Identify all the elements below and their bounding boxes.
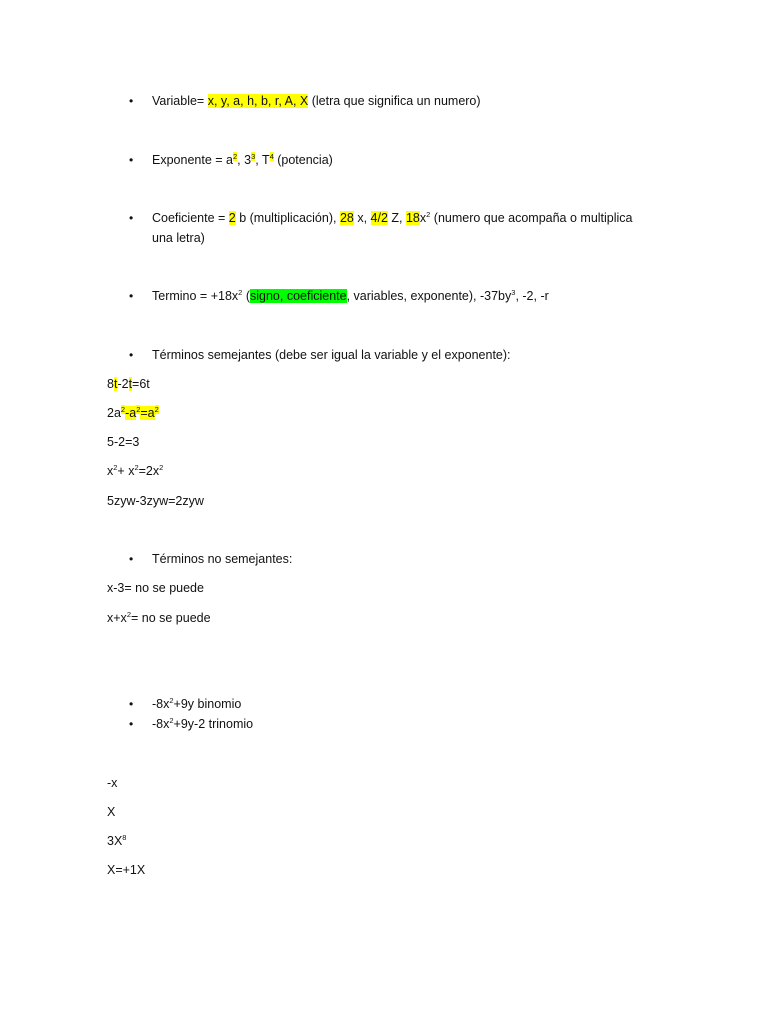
semejantes-example-1: 8t-2t=6t xyxy=(107,377,150,391)
final-line-2: X xyxy=(107,805,116,819)
bullet-icon: • xyxy=(129,717,134,731)
bullet-icon: • xyxy=(129,697,134,711)
exponente-definition: Exponente = $a^2$, $3^3$, $T^4$ (potencia) xyxy=(152,152,333,167)
highlight-variables: x, y, a, h, b, r, A, X xyxy=(207,94,309,108)
no-semejantes-example-2: $x+x^2=$ no se puede xyxy=(107,610,211,625)
bullet-icon: • xyxy=(129,211,134,225)
semejantes-example-3: 5-2=3 xyxy=(107,435,140,449)
bullet-icon: • xyxy=(129,94,134,108)
semejantes-example-2: $2a^2-a^2=a^2$ xyxy=(107,405,159,420)
semejantes-example-4: $x^2+ x^2=2x^2$ xyxy=(107,463,164,478)
semejantes-example-5: 5zyw-3zyw=2zyw xyxy=(107,494,204,508)
termino-definition: $Termino = +18x^2$ (signo, coeficiente, variables, exponente), $-37by^3$, -2, -r xyxy=(152,288,549,303)
highlight-signo-coeficiente: signo, coeficiente xyxy=(249,289,347,303)
bullet-icon: • xyxy=(129,289,134,303)
coeficiente-definition-cont: una letra) xyxy=(152,231,205,245)
bullet-icon: • xyxy=(129,552,134,566)
final-line-3: $3X^8$ xyxy=(107,833,127,848)
polinomio-trinomio: $-8x^2+9y-2$ trinomio xyxy=(152,716,254,731)
final-line-4: X=+1X xyxy=(107,863,146,877)
no-semejantes-heading: Términos no semejantes: xyxy=(152,552,293,566)
semejantes-heading: Términos semejantes (debe ser igual la variable y el exponente): xyxy=(152,348,511,362)
final-line-1: -x xyxy=(107,776,118,790)
variable-definition: Variable= x, y, a, h, b, r, A, X (letra que significa un numero) xyxy=(152,94,481,108)
no-semejantes-example-1: x-3= no se puede xyxy=(107,581,204,595)
bullet-icon: • xyxy=(129,348,134,362)
coeficiente-definition: Coeficiente = 2 b (multiplicación), 28 x, 4/2 Z, $18x^2$ (numero que acompaña o multiplica xyxy=(152,210,633,225)
polinomio-binomio: $-8x^2+9y$ binomio xyxy=(152,696,242,711)
bullet-icon: • xyxy=(129,153,134,167)
